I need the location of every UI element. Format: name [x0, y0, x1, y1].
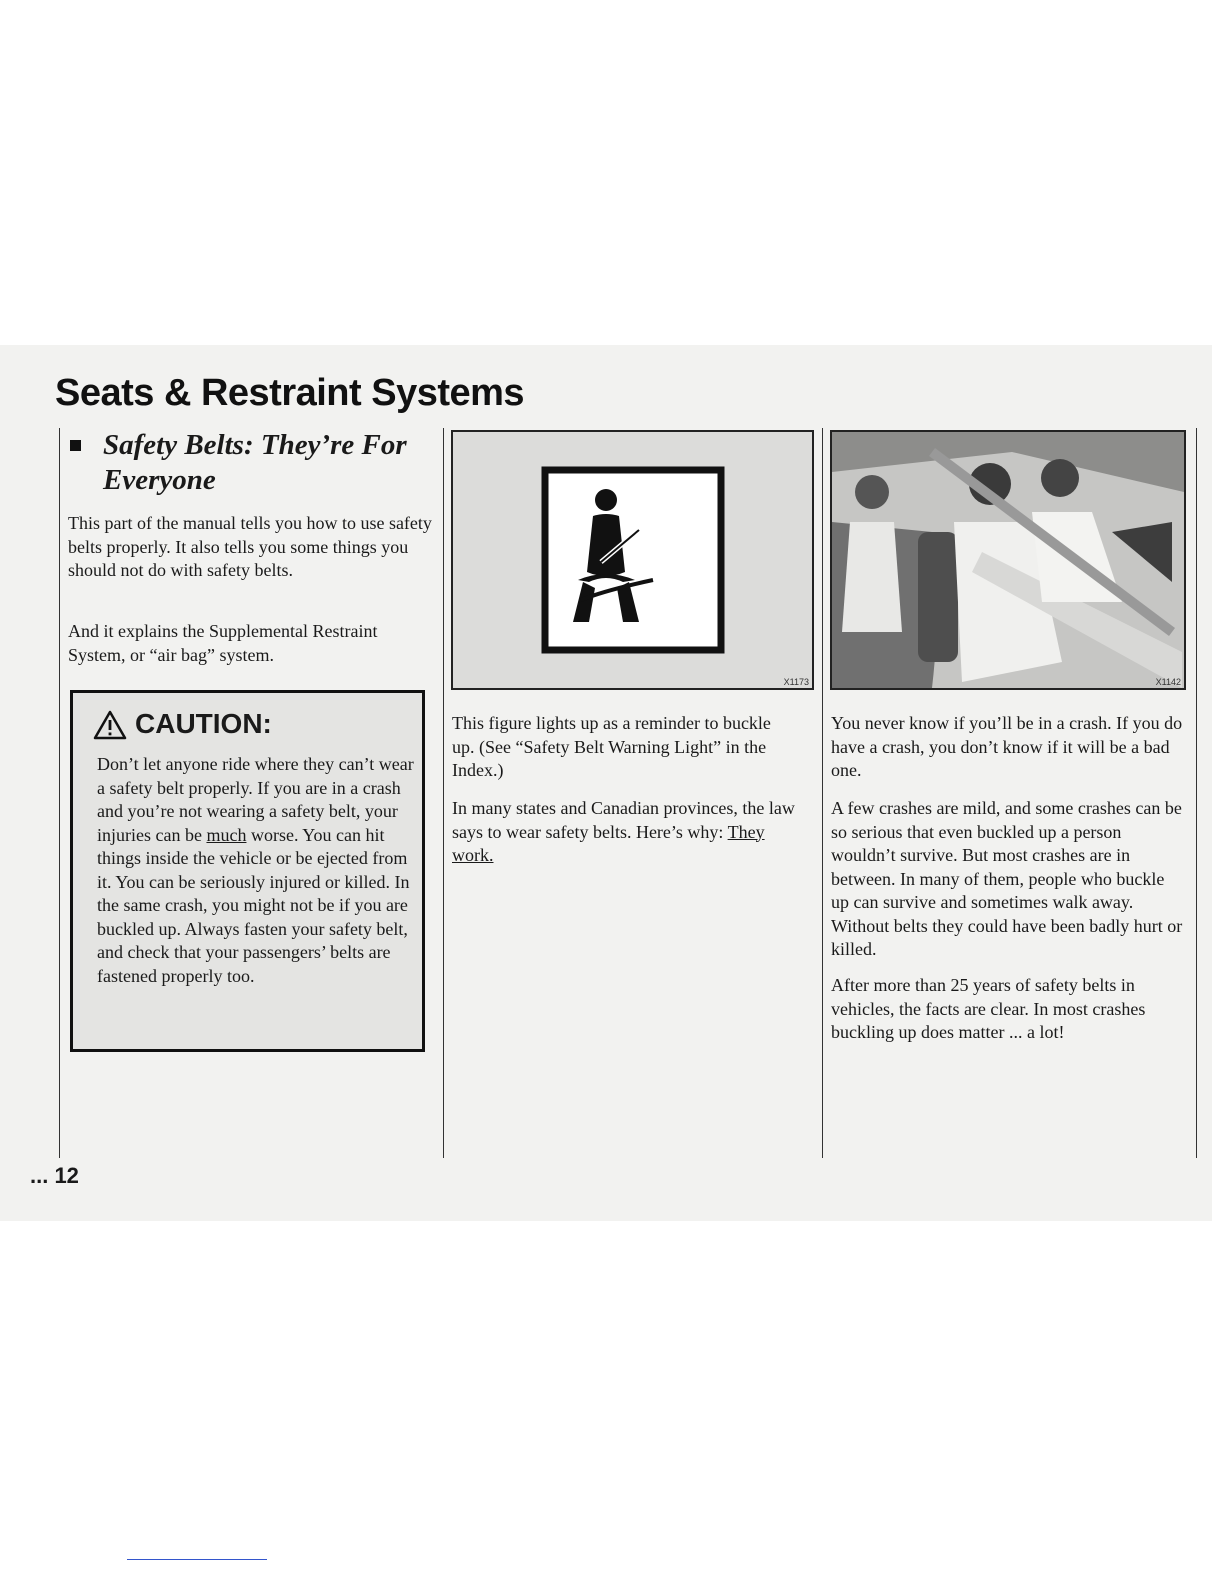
caution-emphasis: much: [206, 824, 247, 845]
law-emphasis: They work.: [452, 821, 765, 865]
warning-triangle-icon: [93, 710, 127, 740]
crash-paragraph: You never know if you’ll be in a crash. If you do have a crash, you don’t know if it will be a bad one.: [831, 713, 1183, 780]
page-number: ... 12: [30, 1163, 79, 1188]
caution-label: CAUTION:: [135, 708, 272, 739]
law-text: In many states and Canadian provinces, the law says to wear safety belts. Here’s why:: [452, 798, 795, 842]
intro-paragraph: This part of the manual tells you how to use safety belts properly. It also tells you some things you should not do with safety belts.: [68, 513, 432, 580]
caution-heading: [93, 708, 272, 740]
passengers-photo: [830, 430, 1186, 690]
law-paragraph: [452, 797, 797, 868]
column-rule-middle: [443, 428, 444, 1158]
airbag-paragraph: And it explains the Supplemental Restraint System, or “air bag” system.: [68, 621, 378, 665]
reminder-paragraph: This figure lights up as a reminder to buckle up. (See “Safety Belt Warning Light” in the Index.): [452, 713, 771, 780]
footer-link-underline: [127, 1559, 267, 1560]
caution-text: [97, 753, 415, 988]
severity-paragraph: A few crashes are mild, and some crashes can be so serious that even buckled up a person wouldn’t survive. But most crashes are in between. In many of them, people who buckle up can survive and sometimes walk away. Without belts they could have been badly hurt or killed.: [831, 798, 1183, 959]
bullet-icon: [70, 440, 81, 451]
figure-code: X1173: [783, 677, 809, 687]
caution-text-part: Don’t let anyone ride where they can’t wear a safety belt properly. If you are in a crash and you’re not wearing a safety belt, your injuries can be: [97, 754, 414, 845]
caution-box: [70, 690, 425, 1052]
section-heading: [70, 428, 430, 498]
section-heading-text: Safety Belts: They’re For Everyone: [103, 429, 407, 496]
facts-paragraph: After more than 25 years of safety belts in vehicles, the facts are clear. In most crashes buckling up does matter ... a lot!: [831, 975, 1146, 1042]
passengers-illustration: [832, 432, 1184, 688]
figure-code: X1142: [1155, 677, 1181, 687]
seatbelt-warning-figure: [451, 430, 814, 690]
seatbelt-reminder-icon: [453, 432, 812, 688]
caution-text-part: worse. You can hit things inside the vehicle or be ejected from it. You can be seriously injured or killed. In the same crash, you might not be if you are buckled up. Always fasten your safety belt, and check that your passengers’ belts are fastened properly too.: [97, 824, 410, 986]
column-rule-far-right: [1196, 428, 1197, 1158]
chapter-title: Seats & Restraint Systems: [55, 372, 525, 414]
column-rule-right: [822, 428, 823, 1158]
column-rule-left: [59, 428, 60, 1158]
